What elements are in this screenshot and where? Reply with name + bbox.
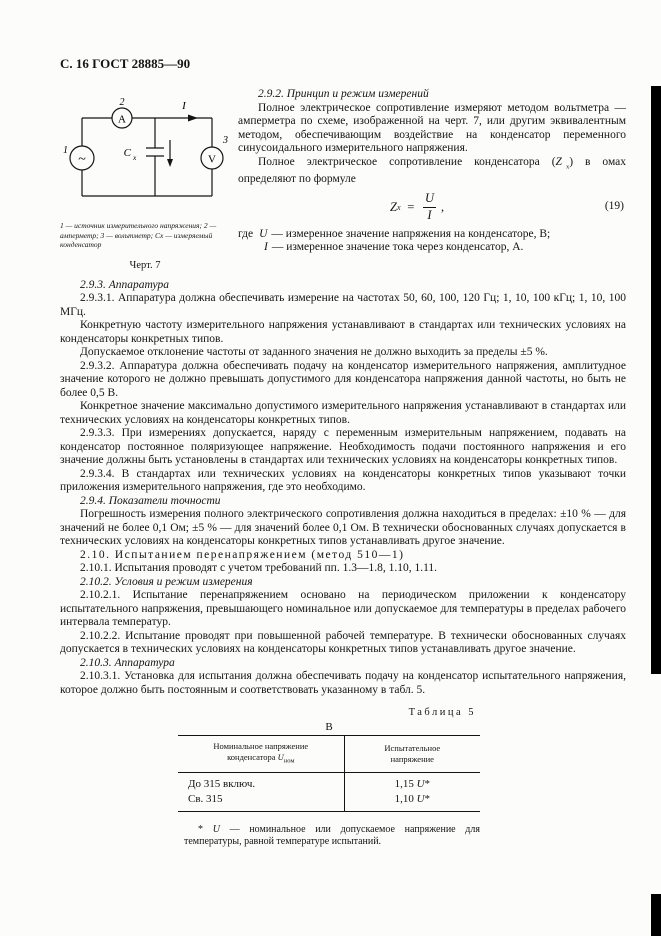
formula-row [238,190,626,226]
table-header-row [178,736,480,773]
formula-comma: , [440,199,445,214]
figure-caption: 1 — источник измерительного напряжения; 2 — амперметр; 3 — вольтметр; Сх — измеряемый конденсатор [60,221,217,249]
cell-nominal-range: Св. 315 [188,792,223,805]
voltage-var: U [416,777,425,790]
paragraph: Конкретную частоту измерительного напряжения устанавливают в стандартах или технических условиях на конденсаторы конкретных типов. [60,319,626,345]
table-row [178,792,480,812]
scan-artifact-strip [651,86,661,674]
down-arrow-icon [167,159,173,167]
formula-lhs: Z [390,199,397,214]
where-line-2 [238,241,626,255]
paragraph: Конкретное значение максимально допустимого измерительного напряжения устанавливают в стандартах или технических условиях на конденсаторы конкретных типов. [60,400,626,426]
capacitor-label: C [123,147,131,159]
section-heading-2-10-2: 2.10.2. Условия и режим измерения [80,575,253,588]
asterisk: * [424,792,431,805]
voltmeter-letter: V [208,153,216,166]
ammeter-letter: A [118,113,126,126]
section-heading-2-9-2: 2.9.2. Принцип и режим измерений [258,88,429,100]
column-header-nominal-voltage [178,736,344,773]
current-label: I [182,100,186,112]
paragraph: 2.10.2.2. Испытание проводят при повышенной рабочей температуре. В технически обоснованных случаях допускается в технических условиях на конденсаторы конкретных типов устанавливать другое значение. [60,629,626,655]
paragraph-text: Полное электрическое сопротивление конденсатора ( [258,155,556,168]
paragraph: Допускаемое отклонение частоты от заданного значения не должно выходить за пределы ±5 %. [80,346,548,358]
section-heading-2-9-4: 2.9.4. Показатели точности [80,494,221,507]
table-row [178,772,480,792]
header-text: Номинальное напряжение [213,741,309,751]
current-var: I [264,241,268,254]
fraction-numerator: U [424,190,434,205]
circuit-diagram [60,96,238,208]
voltage-sub: ном [283,757,295,765]
header-text: Испытательное [384,743,441,754]
section-heading-2-10: 2.10. Испытанием перенапряжением (метод 510—1) [80,548,405,561]
where-word: где [238,227,254,240]
voltage-var: U [212,823,230,835]
table-unit: В [325,721,333,733]
paragraph-text: ) в омах определяют по формуле [238,155,626,186]
value-text: 1,15 [394,777,417,790]
intro-column [238,88,626,255]
where-clause [238,228,626,255]
table-label: Таблица 5 [408,707,476,718]
where-text: — измеренное значение тока через конденсатор, А. [271,241,524,254]
figure-block [60,88,238,271]
paragraph: 2.9.3.1. Аппаратура должна обеспечивать измерение на частотах 50, 60, 100, 120 Гц; 1, 10, 100 кГц; 1, 10, 100 МГц. [60,292,626,318]
voltage-var: U [259,227,268,240]
footnote-text: — номинальное или допускаемое напряжение для температуры, равной температуре испытаний. [184,823,480,847]
current-arrow-icon [188,115,198,122]
cell-nominal-range: До 315 включ. [188,777,256,790]
paragraph [238,156,626,187]
table-footnote [184,824,480,848]
footnote-marker: * [198,823,213,835]
page-header: С. 16 ГОСТ 28885—90 [60,56,191,71]
figure-and-intro-row [60,88,626,271]
figure-label: Черт. 7 [129,259,161,271]
where-line-1 [238,228,626,242]
fraction-denominator: I [423,207,435,223]
paragraph: 2.10.1. Испытания проводят с учетом требований пп. 1.3—1.8, 1.10, 1.11. [80,562,438,574]
body-text [60,279,626,698]
cell-test-voltage [344,792,480,812]
table-5 [178,735,480,812]
paragraph: 2.9.3.2. Аппаратура должна обеспечивать подачу на конденсатор измерительного напряжения, амплитудное значение которого не должно превышать допустимого для конденсатора напряжения данной частоты, но быть не более 0,5 В. [60,359,626,399]
table-5-block [178,707,480,812]
section-heading-2-10-3: 2.10.3. Аппаратура [80,656,175,669]
equation-number: (19) [604,199,624,212]
asterisk: * [424,777,431,790]
ammeter-number: 2 [119,97,125,108]
voltage-var: U [277,751,284,762]
header-text: напряжение [390,753,434,764]
page-content [60,56,626,848]
voltmeter-number: 3 [223,135,228,146]
equals-sign: = [406,199,415,214]
impedance-sub: x [565,162,570,170]
paragraph: 2.9.3.4. В стандартах или технических условиях на конденсаторы конкретных типов указывают точки приложения измерительного напряжения, где это необходимо. [60,467,626,493]
header-text: конденсатора [227,751,278,762]
paragraph: Погрешность измерения полного электрического сопротивления должна находиться в пределах: ±10 % — для значений не более 0,1 Ом; ±5 % — для значений более 0,1 Ом. В технически обоснованных случаях допускается в технических условиях на конденсаторы конкретных типов устанавливать другое значение. [60,508,626,547]
scan-artifact-strip [651,894,661,936]
voltage-var: U [416,792,425,805]
impedance-var: Z [555,155,562,168]
capacitor-label-sub: x [133,153,137,162]
formula-lhs-sub: x [396,202,401,212]
value-text: 1,10 [394,792,417,805]
source-number: 1 [63,145,68,156]
paragraph: 2.10.3.1. Установка для испытания должна обеспечивать подачу на конденсатор испытательного напряжения, которое должно быть постоянным и соответствовать указанному в табл. 5. [60,670,626,696]
column-header-test-voltage [344,736,480,773]
paragraph: 2.10.2.1. Испытание перенапряжением основано на периодическом приложении к конденсатору испытательного напряжения, превышающего номинальное или допускаемое для температуры в пределах рабочего интервала температур. [60,589,626,628]
paragraph: Полное электрическое сопротивление измеряют методом вольтметра — амперметра по схеме, изображенной на черт. 7, или другим эквивалентным методом, обеспечивающим воздействие на конденсатор переменного синусоидального измерительного напряжения. [238,101,626,154]
paragraph: 2.9.3.3. При измерениях допускается, наряду с переменным измерительным напряжением, подавать на конденсатор постоянное поляризующее напряжение. Необходимость подачи постоянного напряжения и его значение должны быть установлены в стандартах или технических условиях на конденсаторы конкретных типов. [60,427,626,466]
fraction [421,192,438,223]
ac-source-symbol: ~ [78,152,86,167]
section-heading-2-9-3: 2.9.3. Аппаратура [80,278,169,291]
cell-test-voltage [344,772,480,792]
formula-19 [390,192,444,223]
where-text: — измеренное значение напряжения на конденсаторе, В; [271,227,551,240]
